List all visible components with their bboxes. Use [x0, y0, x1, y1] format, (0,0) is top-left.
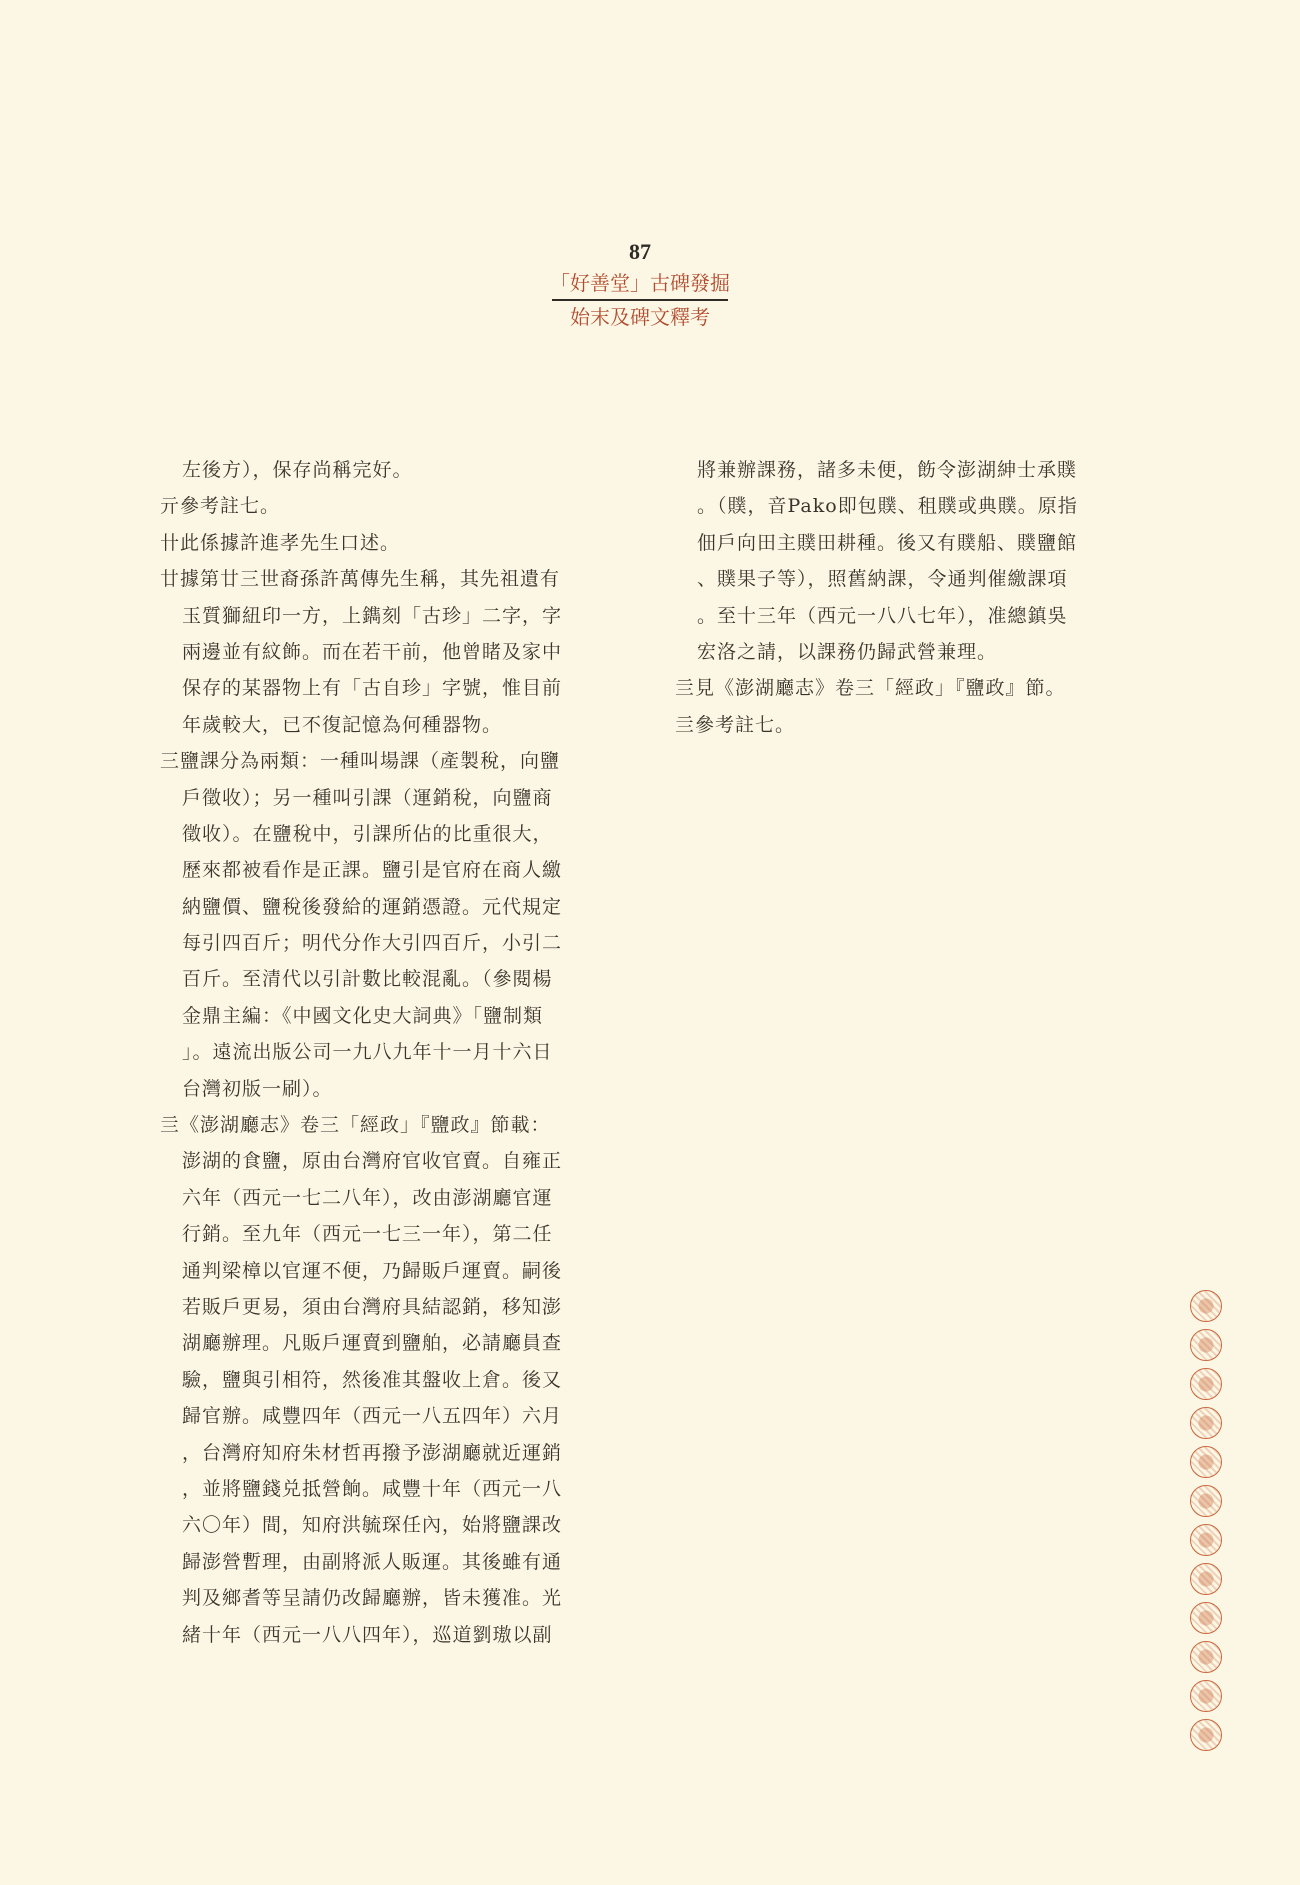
text-line: 亓參考註七。 [160, 495, 281, 518]
page-number: 87 [629, 239, 651, 264]
seal-stamp-icon [1190, 1563, 1222, 1595]
seal-stamp-icon [1190, 1368, 1222, 1400]
left-column-notes [160, 452, 600, 1653]
text-line: 保存的某器物上有「古自珍」字號，惟目前 [182, 677, 563, 700]
seal-stamp-icon [1190, 1719, 1222, 1751]
text-line: 若販戶更易，須由台灣府具結認銷，移知澎 [182, 1295, 563, 1318]
text-line: 每引四百斤；明代分作大引四百斤，小引二 [182, 932, 563, 955]
text-line: 緒十年（西元一八八四年），巡道劉璈以副 [182, 1623, 553, 1646]
seal-stamp-icon [1190, 1680, 1222, 1712]
text-line: 六年（西元一七二八年），改由澎湖廳官運 [182, 1186, 553, 1209]
text-line: 戶徵收）；另一種叫引課（運銷稅，向鹽商 [182, 786, 553, 809]
seal-stamp-icon [1190, 1407, 1222, 1439]
text-line: 歸官辦。咸豐四年（西元一八五四年）六月 [182, 1405, 563, 1428]
seal-stamp-icon [1190, 1524, 1222, 1556]
text-line: 」。遠流出版公司一九八九年十一月十六日 [182, 1041, 553, 1064]
text-line: 亖參考註七。 [675, 713, 796, 736]
text-line: 百斤。至清代以引計數比較混亂。（參閱楊 [182, 968, 553, 991]
text-line: 驗，鹽與引相符，然後准其盤收上倉。後又 [182, 1368, 563, 1391]
text-line: 判及鄉耆等呈請仍改歸廳辦，皆未獲准。光 [182, 1587, 563, 1610]
right-column-notes [675, 452, 1140, 743]
text-line: 澎湖的食鹽，原由台灣府官收官賣。自雍正 [182, 1150, 563, 1173]
text-line: 佃戶向田主贌田耕種。後又有贌船、贌鹽館 [697, 531, 1078, 554]
header-rule [552, 299, 728, 301]
text-line: 卄此係據許進孝先生口述。 [160, 531, 401, 554]
seal-stamp-icon [1190, 1602, 1222, 1634]
header-title-line2: 始末及碑文釋考 [570, 305, 710, 329]
text-line: 亖《澎湖廳志》卷三「經政」『鹽政』節載： [160, 1114, 551, 1137]
seal-stamp-icon [1190, 1290, 1222, 1322]
seal-stamp-icon [1190, 1485, 1222, 1517]
text-line: 、贌果子等），照舊納課，令通判催繳課項 [697, 568, 1068, 591]
text-line: 將兼辦課務，諸多未便，飭令澎湖紳士承贌 [697, 459, 1078, 481]
text-line: 行銷。至九年（西元一七三一年），第二任 [182, 1223, 553, 1246]
seal-stamp-icon [1190, 1641, 1222, 1673]
text-line: 玉質獅紐印一方，上鐫刻「古珍」二字，字 [182, 604, 563, 627]
text-line: ，並將鹽錢兑抵營餉。咸豐十年（西元一八 [182, 1477, 563, 1500]
text-line: 兩邊並有紋飾。而在若干前，他曾睹及家中 [182, 640, 563, 663]
seal-stamp-icon [1190, 1446, 1222, 1478]
text-line: 通判梁樟以官運不便，乃歸販戶運賣。嗣後 [182, 1259, 563, 1282]
seal-stamp-icon [1190, 1329, 1222, 1361]
header-title-line1: 「好善堂」古碑發掘 [550, 271, 730, 295]
text-line: 納鹽價、鹽稅後發給的運銷憑證。元代規定 [182, 895, 563, 918]
text-line: 歷來都被看作是正課。鹽引是官府在商人繳 [182, 859, 563, 882]
text-line: 歸澎營暫理，由副將派人販運。其後雖有通 [182, 1550, 563, 1573]
text-line: 。（贌，音Pako即包贌、租贌或典贌。原指 [697, 495, 1078, 518]
text-line: 廿據第廿三世裔孫許萬傳先生稱，其先祖遺有 [160, 568, 561, 591]
text-line: 台灣初版一刷）。 [182, 1077, 333, 1100]
text-line: 湖廳辦理。凡販戶運賣到鹽舶，必請廳員查 [182, 1332, 563, 1355]
text-line: 徵收）。在鹽稅中，引課所佔的比重很大， [182, 822, 553, 845]
text-line: 亖見《澎湖廳志》卷三「經政」『鹽政』節。 [675, 677, 1066, 700]
text-line: ，台灣府知府朱材哲再撥予澎湖廳就近運銷 [182, 1441, 563, 1464]
running-header [540, 238, 740, 331]
text-line: 三鹽課分為兩類：一種叫場課（產製稅，向鹽 [160, 750, 561, 773]
text-line: 金鼎主編：《中國文化史大詞典》「鹽制類 [182, 1004, 544, 1027]
text-line: 宏洛之請，以課務仍歸武營兼理。 [697, 640, 998, 663]
text-line: 年歲較大，已不復記憶為何種器物。 [182, 713, 503, 736]
seal-stamp-strip [1183, 1290, 1229, 1760]
text-line: 六〇年）間，知府洪毓琛任內，始將鹽課改 [182, 1514, 563, 1537]
text-line: 左後方），保存尚稱完好。 [182, 459, 413, 481]
text-line: 。至十三年（西元一八八七年），准總鎮吳 [697, 604, 1068, 627]
